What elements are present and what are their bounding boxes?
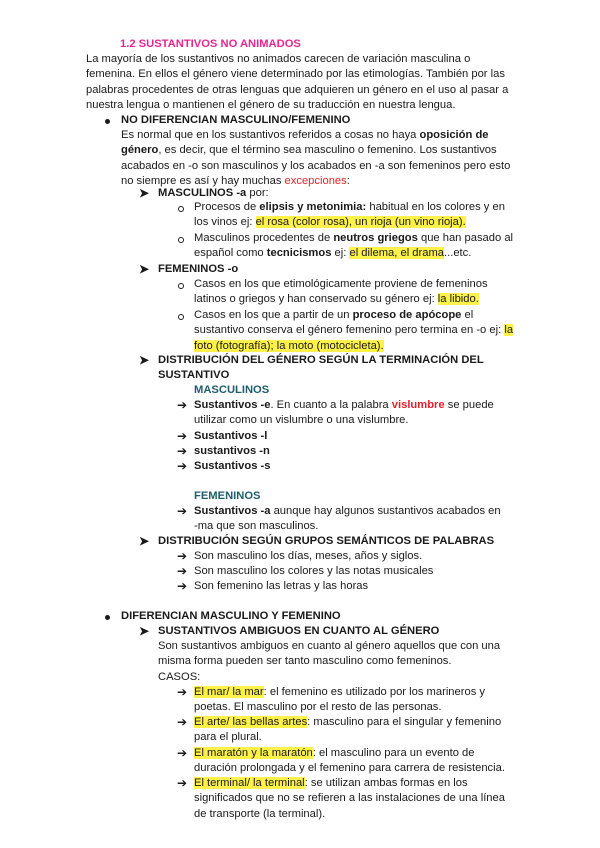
excepciones-term: excepciones <box>284 174 347 187</box>
intro-paragraph <box>86 52 508 113</box>
list-item-latinos-griegos: Casos en los que etimológicamente proviene de femeninos latinos o griegos y han conservado su género ej: la libido. <box>194 278 488 306</box>
list-item-sustantivos-l: Sustantivos -l <box>194 430 268 442</box>
bullet-circle-icon <box>178 206 184 212</box>
heading-ambiguos: SUSTANTIVOS AMBIGUOS EN CUANTO AL GÉNERO <box>158 625 440 637</box>
arrow-right-icon: ➔ <box>177 776 188 790</box>
list-item-arte: El arte/ las bellas artes: masculino para el singular y femenino para el plural. <box>194 716 502 744</box>
arrow-right-icon: ➔ <box>177 685 188 699</box>
heading-distribucion-terminacion: DISTRIBUCIÓN DEL GÉNERO SEGÚN LA TERMINACIÓN DEL SUSTANTIVO <box>158 354 484 382</box>
heading-distribucion-semantica: DISTRIBUCIÓN SEGÚN GRUPOS SEMÁNTICOS DE PALABRAS <box>158 535 495 547</box>
list-item-sustantivos-a: Sustantivos -a aunque hay algunos sustantivos acabados en -ma que son masculinos. <box>194 505 501 533</box>
bullet-dot-icon <box>105 615 110 620</box>
heading-diferencian: DIFERENCIAN MASCULINO Y FEMENINO <box>121 610 341 622</box>
arrow-right-icon: ➔ <box>177 429 188 443</box>
arrow-right-icon: ➔ <box>177 398 188 412</box>
label-masculinos: MASCULINOS <box>194 384 270 396</box>
heading-femeninos-o: FEMENINOS -o <box>158 263 239 275</box>
arrowhead-bullet-icon: ➤ <box>139 534 150 548</box>
ambiguos-paragraph: Son sustantivos ambiguos en cuanto al género aquellos que con una misma forma pueden ser tanto masculino como femeninos. CASOS: <box>158 639 500 685</box>
arrowhead-bullet-icon: ➤ <box>139 624 150 638</box>
heading-masculinos-a: MASCULINOS -a por: <box>158 187 269 199</box>
list-item-elipsis: Procesos de elipsis y metonimia: habitual en los colores y en los vinos ej: el rosa (color rosa), un rioja (un vino rioja). <box>194 201 505 229</box>
list-item-sustantivos-s: Sustantivos -s <box>194 460 271 472</box>
section-title: 1.2 SUSTANTIVOS NO ANIMADOS <box>120 38 301 50</box>
arrow-right-icon: ➔ <box>177 715 188 729</box>
arrowhead-bullet-icon: ➤ <box>139 186 150 200</box>
casos-label: CASOS: <box>158 670 201 683</box>
list-item-neutros-griegos: Masculinos procedentes de neutros griegos que han pasado al español como tecnicismos ej: el dilema, el drama...etc. <box>194 232 514 260</box>
arrow-right-icon: ➔ <box>177 549 188 563</box>
arrow-right-icon: ➔ <box>177 444 188 458</box>
bullet-circle-icon <box>178 314 184 320</box>
bullet-dot-icon <box>105 119 110 124</box>
arrowhead-bullet-icon: ➤ <box>139 353 150 367</box>
label-femeninos: FEMENINOS <box>194 490 261 502</box>
arrow-right-icon: ➔ <box>177 504 188 518</box>
arrow-right-icon: ➔ <box>177 579 188 593</box>
arrow-right-icon: ➔ <box>177 746 188 760</box>
text-line: nuestra lengua o mantienen el género de su traducción en nuestra lengua. <box>86 98 456 111</box>
list-item-mar: El mar/ la mar: el femenino es utilizado por los marineros y poetas. El masculino por el resto de las personas. <box>194 686 485 714</box>
list-item-maraton: El maratón y la maratón: el masculino para un evento de duración prolongada y el femenino para carrera de resistencia. <box>194 747 505 775</box>
bullet-circle-icon <box>178 283 184 289</box>
arrow-right-icon: ➔ <box>177 564 188 578</box>
list-item-terminal: El terminal/ la terminal: se utilizan ambas formas en los significados que no se refieren a las instalaciones de una línea de transporte (la terminal). <box>194 777 505 820</box>
heading-no-diferencian: NO DIFERENCIAN MASCULINO/FEMENINO <box>121 114 351 126</box>
no-diferencian-paragraph: Es normal que en los sustantivos referidos a cosas no haya oposición de género, es decir, que el término sea masculino o femenino. Los sustantivos acabados en -o son masculinos y los acabados en -a son femeninos pero esto no siempre es así y hay muchas excepciones: <box>121 129 511 187</box>
list-item-sustantivos-e: Sustantivos -e. En cuanto a la palabra vislumbre se puede utilizar como un vislumbre o una vislumbre. <box>194 399 494 427</box>
arrow-right-icon: ➔ <box>177 459 188 473</box>
text-line: femenina. En ellos el género viene determinado por las etimologías. También por las <box>86 68 505 81</box>
list-item-dias-meses: Son masculino los días, meses, años y siglos. <box>194 550 423 562</box>
list-item-colores-notas: Son masculino los colores y las notas musicales <box>194 565 434 577</box>
bullet-circle-icon <box>178 237 184 243</box>
text-line: La mayoría de los sustantivos no animados carecen de variación masculina o <box>86 53 471 65</box>
list-item-letras-horas: Son femenino las letras y las horas <box>194 580 369 592</box>
vislumbre-term: vislumbre <box>391 399 445 411</box>
arrowhead-bullet-icon: ➤ <box>139 262 150 276</box>
list-item-apocope: Casos en los que a partir de un proceso de apócope el sustantivo conserva el género femenino pero termina en -o ej: la foto (fotografía); la moto (motocicleta). <box>194 309 514 352</box>
list-item-sustantivos-n: sustantivos -n <box>194 445 270 457</box>
text-line: palabras procedentes de otras lenguas que adquieren un género en el uso al pasar a <box>86 83 509 96</box>
